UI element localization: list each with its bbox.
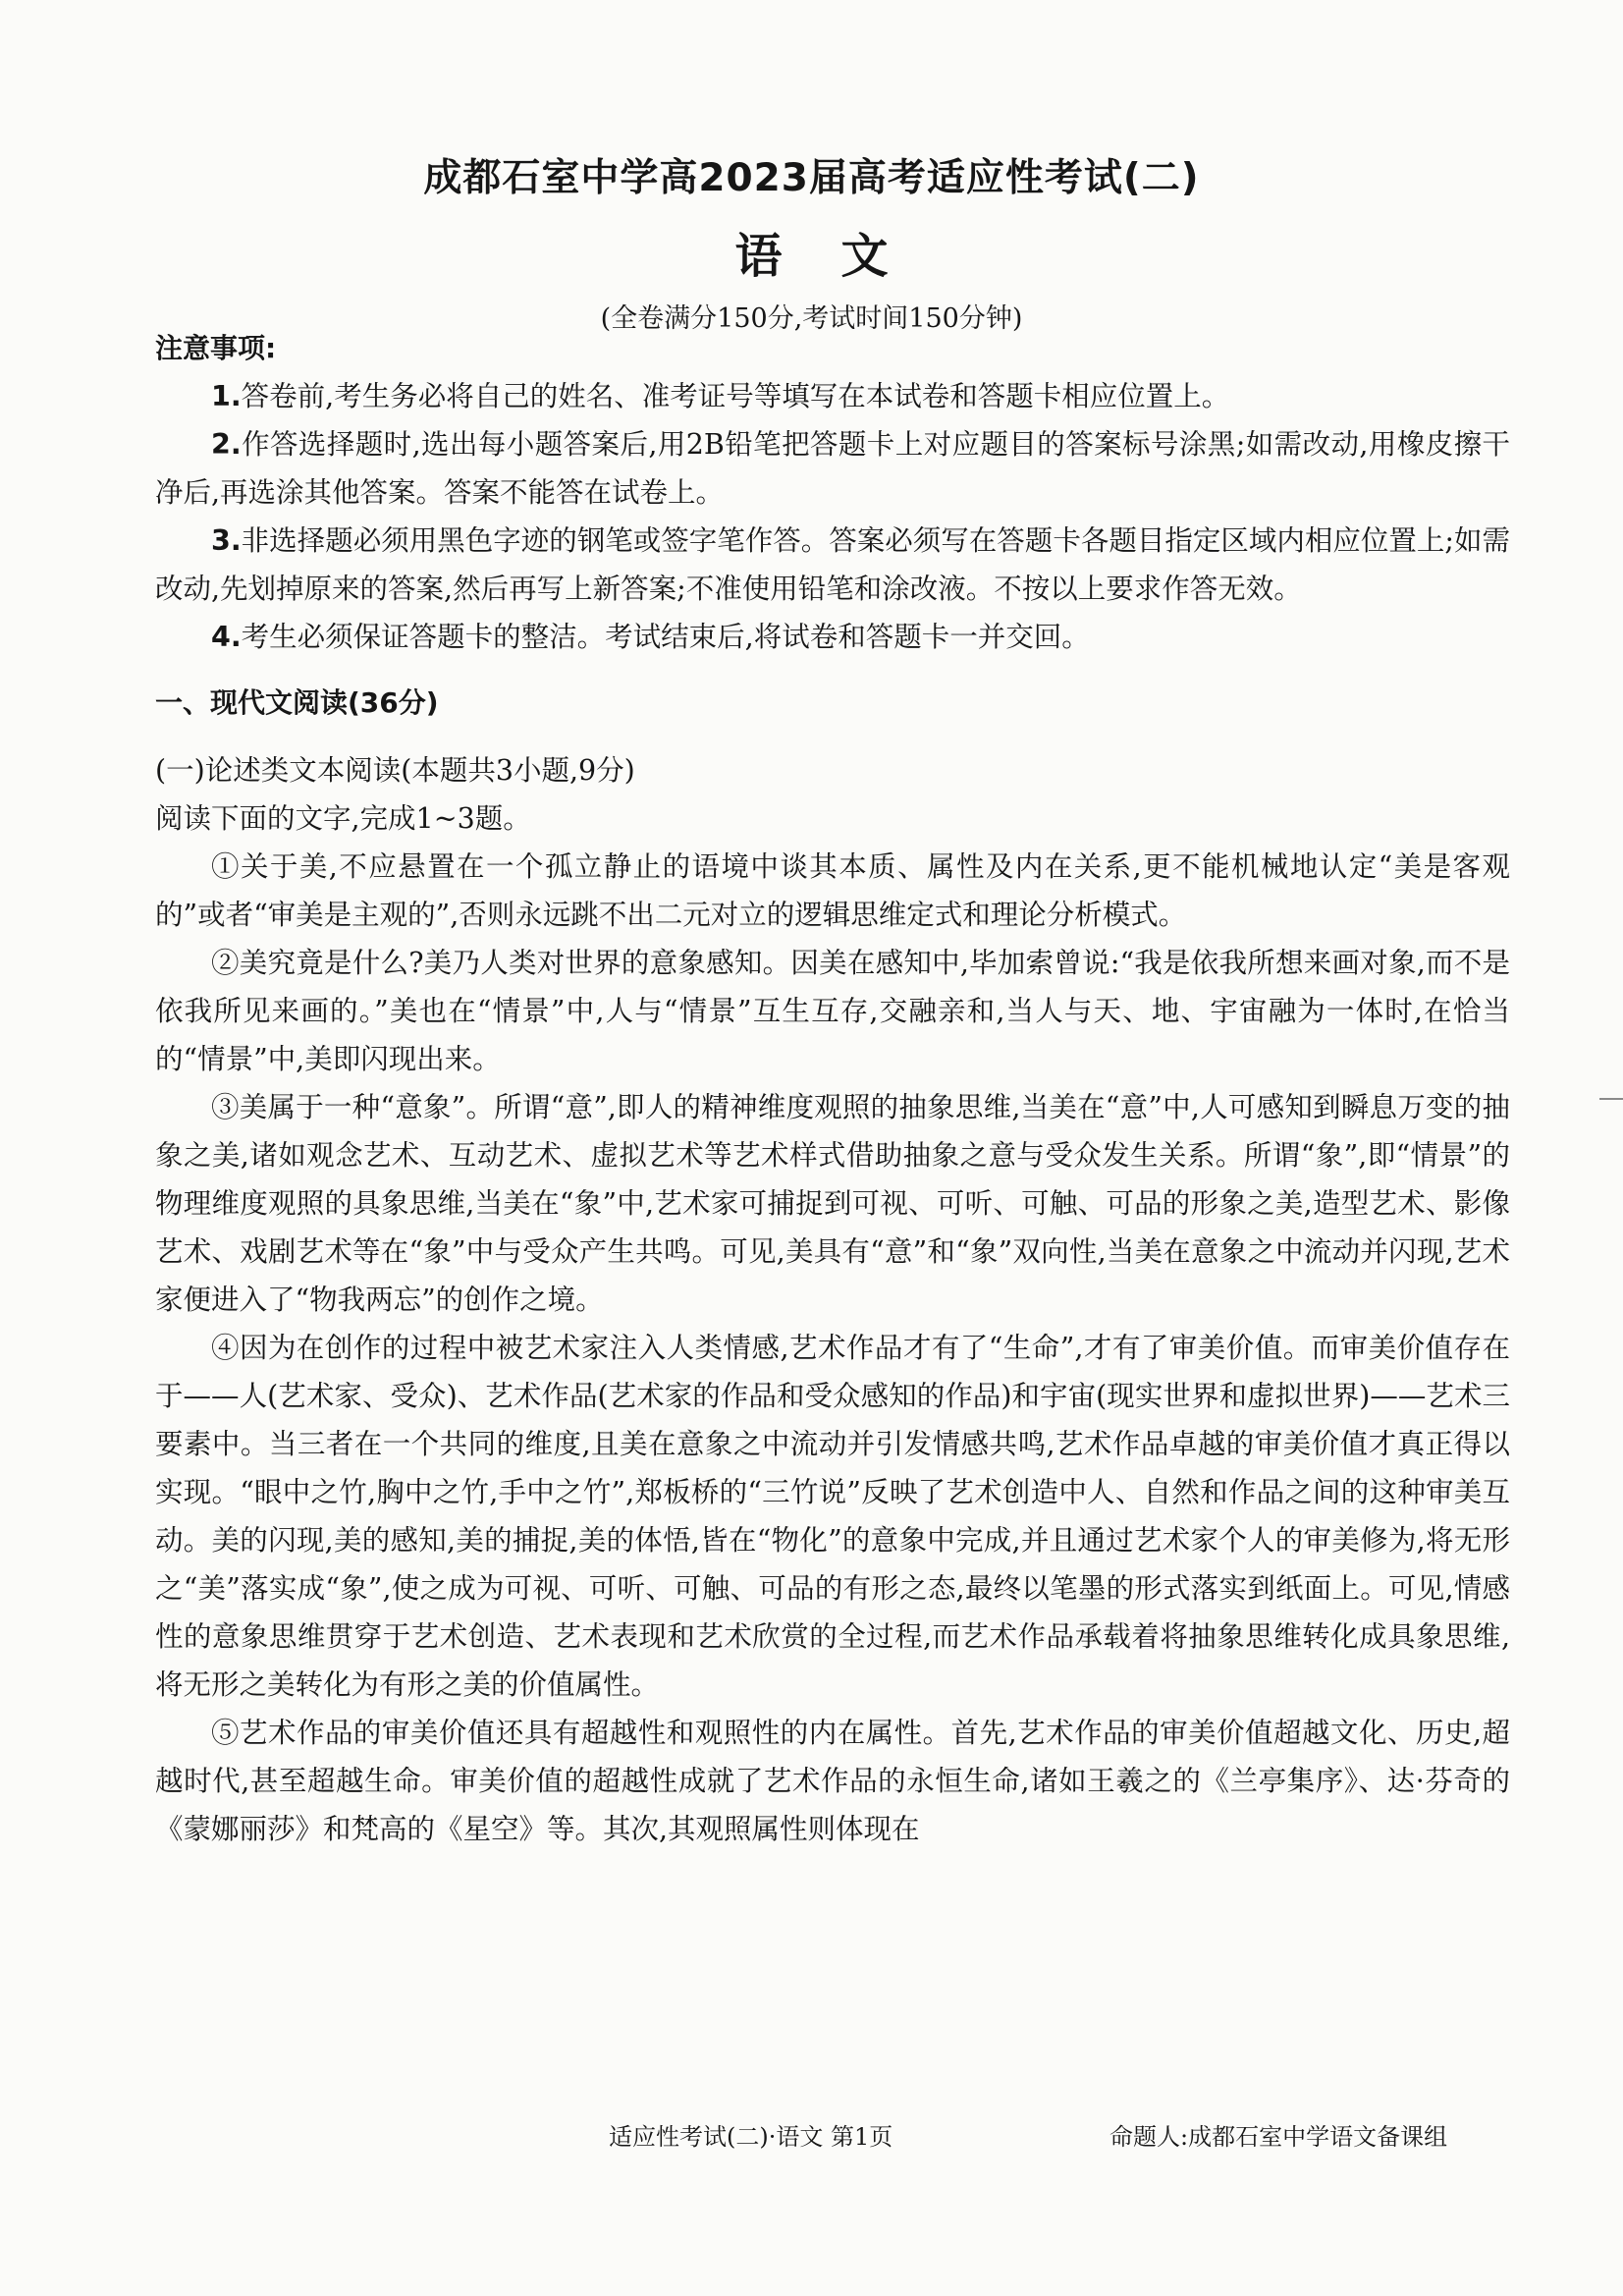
notice-item bbox=[155, 613, 1510, 661]
section-heading: 一、现代文阅读(36分) bbox=[155, 686, 439, 719]
passage-paragraph: ⑤艺术作品的审美价值还具有超越性和观照性的内在属性。首先,艺术作品的审美价值超越文化、历史,超越时代,甚至超越生命。审美价值的超越性成就了艺术作品的永恒生命,诸如王羲之的《兰亭集序》、达·芬奇的《蒙娜丽莎》和梵高的《星空》等。其次,其观照属性则体现在 bbox=[155, 1717, 1510, 1845]
reading-instruction: 阅读下面的文字,完成1~3题。 bbox=[155, 802, 531, 835]
notice-item-text: 作答选择题时,选出每小题答案后,用2B铅笔把答题卡上对应题目的答案标号涂黑;如需改动,用橡皮擦干净后,再选涂其他答案。答案不能答在试卷上。 bbox=[155, 428, 1511, 509]
notice-item bbox=[155, 372, 1510, 420]
passage-paragraph: ③美属于一种“意象”。所谓“意”,即人的精神维度观照的抽象思维,当美在“意”中,人可感知到瞬息万变的抽象之美,诸如观念艺术、互动艺术、虚拟艺术等艺术样式借助抽象之意与受众发生关系。所谓“象”,即“情景”的物理维度观照的具象思维,当美在“象”中,艺术家可捕捉到可视、可听、可触、可品的形象之美,造型艺术、影像艺术、戏剧艺术等在“象”中与受众产生共鸣。可见,美具有“意”和“象”双向性,当美在意象之中流动并闪现,艺术家便进入了“物我两忘”的创作之境。 bbox=[155, 1091, 1510, 1316]
passage-paragraph: ④因为在创作的过程中被艺术家注入人类情感,艺术作品才有了“生命”,才有了审美价值。而审美价值存在于——人(艺术家、受众)、艺术作品(艺术家的作品和受众感知的作品)和宇宙(现实世界和虚拟世界)——艺术三要素中。当三者在一个共同的维度,且美在意象之中流动并引发情感共鸣,艺术作品卓越的审美价值才真正得以实现。“眼中之竹,胸中之竹,手中之竹”,郑板桥的“三竹说”反映了艺术创造中人、自然和作品之间的这种审美互动。美的闪现,美的感知,美的捕捉,美的体悟,皆在“物化”的意象中完成,并且通过艺术家个人的审美修为,将无形之“美”落实成“象”,使之成为可视、可听、可触、可品的有形之态,最终以笔墨的形式落实到纸面上。可见,情感性的意象思维贯穿于艺术创造、艺术表现和艺术欣赏的全过程,而艺术作品承载着将抽象思维转化成具象思维,将无形之美转化为有形之美的价值属性。 bbox=[155, 1332, 1510, 1701]
notice-item bbox=[155, 517, 1510, 613]
margin-mark bbox=[1599, 1098, 1623, 1100]
exam-meta: (全卷满分150分,考试时间150分钟) bbox=[600, 303, 1023, 334]
passage-paragraph: ②美究竟是什么?美乃人类对世界的意象感知。因美在感知中,毕加索曾说:“我是依我所想来画对象,而不是依我所见来画的。”美也在“情景”中,人与“情景”互生互存,交融亲和,当人与天、地、宇宙融为一体时,在恰当的“情景”中,美即闪现出来。 bbox=[155, 947, 1510, 1075]
notice-item-text: 答卷前,考生务必将自己的姓名、准考证号等填写在本试卷和答题卡相应位置上。 bbox=[241, 380, 1230, 412]
notice-item-text: 考生必须保证答题卡的整洁。考试结束后,将试卷和答题卡一并交回。 bbox=[241, 621, 1090, 653]
page-footer-label: 适应性考试(二)·语文 第1页 bbox=[609, 2123, 893, 2151]
page-content bbox=[155, 324, 1510, 1853]
subsection-heading: (一)论述类文本阅读(本题共3小题,9分) bbox=[155, 754, 635, 787]
page-footer-author: 命题人:成都石室中学语文备课组 bbox=[1109, 2123, 1448, 2151]
notice-item bbox=[155, 420, 1510, 517]
notice-item-number: 1. bbox=[211, 380, 242, 412]
notice-item-number: 3. bbox=[211, 524, 242, 557]
notice-item-number: 4. bbox=[211, 621, 242, 653]
notice-item-text: 非选择题必须用黑色字迹的钢笔或签字笔作答。答案必须写在答题卡各题目指定区域内相应位置上;如需改动,先划掉原来的答案,然后再写上新答案;不准使用铅笔和涂改液。不按以上要求作答无效。 bbox=[155, 524, 1510, 605]
exam-title: 成都石室中学高2023届高考适应性考试(二) bbox=[423, 156, 1200, 200]
notice-item-number: 2. bbox=[211, 428, 242, 461]
notice-heading: 注意事项: bbox=[155, 332, 277, 364]
subject-title: 语文 bbox=[734, 229, 947, 284]
passage-paragraph: ①关于美,不应悬置在一个孤立静止的语境中谈其本质、属性及内在关系,更不能机械地认定“美是客观的”或者“审美是主观的”,否则永远跳不出二元对立的逻辑思维定式和理论分析模式。 bbox=[155, 850, 1510, 931]
